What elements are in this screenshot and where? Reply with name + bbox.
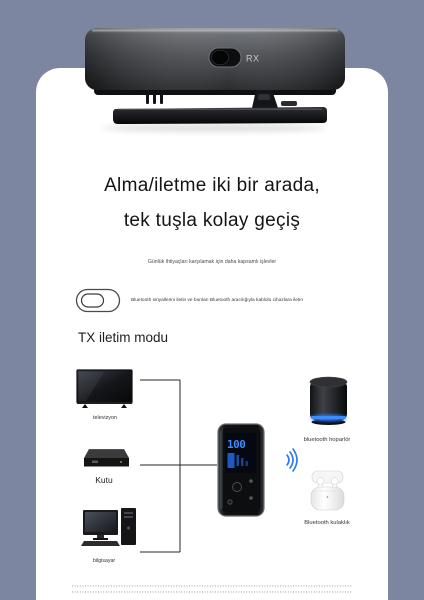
headline-line-1: Alma/iletme iki bir arada, xyxy=(104,175,320,196)
transmitter-display-value: 100 xyxy=(227,438,246,451)
connector-lines xyxy=(140,380,217,552)
clip-bar-highlight xyxy=(118,109,322,110)
headline-line-2: tek tuşla kolay geçiş xyxy=(123,210,301,231)
feature-description: Bluetooth sinyallerini iletin ve bunları Bluetooth aracılığıyla kablolu cihazlara iletin xyxy=(131,298,303,303)
set-top-box-icon xyxy=(84,449,129,467)
earbuds-case-icon xyxy=(311,471,344,510)
clip-tab xyxy=(281,101,297,106)
subtitle: Günlük ihtiyaçları karşılamak için daha kapsamlı işlevler xyxy=(147,259,277,265)
wireless-signal-icon xyxy=(287,449,297,471)
keyboard xyxy=(81,541,120,546)
device-top-rim xyxy=(92,30,338,32)
clip-slit xyxy=(153,93,156,104)
source-label-box: Kutu xyxy=(95,475,113,485)
toggle-switch-icon xyxy=(77,290,120,312)
receiver-label-speaker: bluetooth hoparlör xyxy=(303,437,351,443)
monitor-base xyxy=(93,538,108,540)
rx-tx-slider-switch xyxy=(209,48,241,67)
speaker-icon xyxy=(310,377,347,425)
desktop-computer-icon xyxy=(81,508,136,546)
receiver-label-earbuds: Bluetooth kulaklık xyxy=(304,520,350,526)
clip-slit xyxy=(160,93,163,104)
speaker-light-ring xyxy=(311,416,346,419)
device-shadow xyxy=(102,124,326,132)
case-body xyxy=(311,487,344,510)
monitor-screen xyxy=(85,512,116,532)
source-label-computer: bilgisayar xyxy=(92,558,116,564)
tv-icon xyxy=(77,370,132,408)
mode-title: TX iletim modu xyxy=(78,330,169,345)
case-lid xyxy=(312,471,343,483)
transmitter-main-button xyxy=(233,483,242,492)
clip-slit xyxy=(146,93,149,104)
bluetooth-transmitter-icon xyxy=(218,424,264,516)
rx-label: RX xyxy=(246,53,260,64)
belt-clip xyxy=(113,90,327,124)
product-device-image xyxy=(85,28,345,132)
clip-hinge-spring xyxy=(258,94,270,100)
source-label-tv: televizyon xyxy=(93,415,117,421)
